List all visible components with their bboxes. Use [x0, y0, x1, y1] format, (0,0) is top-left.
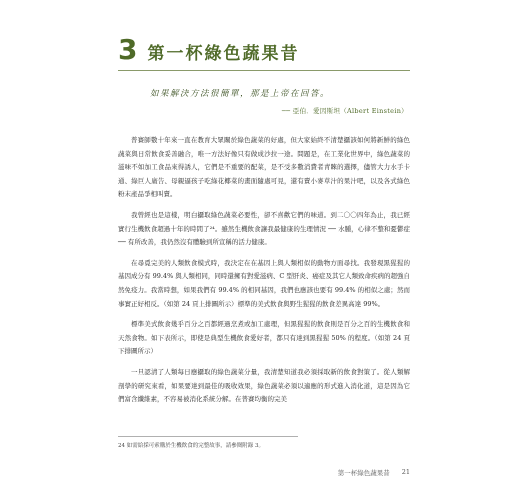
- epigraph-credit: ── 亞伯．愛因斯坦（Albert Einstein）: [281, 107, 408, 115]
- paragraph: 標準美式飲食幾乎百分之百都經過烹煮或加工處理，但黑猩猩的飲食則是百分之百的生機飲食和天然食物。如下表所示，即使是典型生機飲食愛好者，都只有達到黑猩猩 50% 的程度。（如第 24 頁下排圖所示）: [118, 320, 410, 356]
- chapter-title: 第一杯綠色蔬果昔: [147, 44, 300, 64]
- paragraph: 普賽師數十年來一直在教育大眾關於綠色蔬菜的好處，但大家始終不清楚攝該如何將新鮮的綠色蔬菜與日常飲食妥善融合，唯一方法好像只有做成沙拉一途。問題是，在工業化世界中，綠色蔬菜的滋味不如加工食品來得誘人，它們是不重要的配菜，是不受多數消費者青睞的選擇，儘管大力水手卡通、綠巨人廣告、母親逼孩子吃綠花椰菜的畫面隨處可見，還有賣小麥草汁的果汁吧，以及各式綠色粉末產品爭相叫賣。: [118, 136, 410, 199]
- paragraph: 一旦認清了人類每日應攝取的綠色蔬菜分量，我清楚知道我必須採取新的飲食對策了。從人類解剖學的研究來看，如果要達到最佳的吸收效果，綠色蔬菜必須以適應的形式進入消化道，這是因為它們富含纖維素，不容易被消化系統分解。在普賽均衡的完美: [118, 367, 410, 404]
- running-footer: [338, 468, 410, 477]
- footnote-rule: [118, 436, 298, 437]
- chapter-heading: [118, 33, 299, 66]
- page-number: 21: [401, 468, 410, 476]
- paragraph: 我曾經也是這樣，明白攝取綠色蔬菜必要性，卻不喜歡它們的味道。到二〇〇四年為止，我已經實行生機飲食超過十年的時間了²⁴。雖然生機飲食讓我最健康的生理情況 ── 水腫，心律不整和憂鬱症 ── 有所改善，我仍然沒有體驗到所宣稱的活力健康。: [118, 210, 410, 247]
- chapter-number: 3: [118, 33, 138, 66]
- footnote: 24 如需給採可索購於生機飲食的完整故事，請參閱附錄 3。: [118, 443, 264, 449]
- body-text: [118, 134, 410, 414]
- paragraph: 在尋覓完美的人類飲食模式時，我決定在在基因上與人類相似的動物方面尋找。我發現黑猩猩的基因成分有 99.4% 與人類相同，同時還擁有對愛滋病、C 型肝炎、癌症及其它人類致命疾病的超強自然免疫力。我當時想，如果我們有 99.4% 的相同基因，我們也應該也要有 99.4% 的相似之處；然而事實正好相反。（如第 24 頁上排圖所示）標準的美式飲食與野生猩猩的飲食差異高達 99%。: [118, 258, 410, 308]
- running-title: 第一杯綠色蔬果昔: [337, 469, 390, 477]
- epigraph-quote: 如果解決方法很簡單，那是上帝在回答。: [150, 89, 331, 99]
- heading-rule: [118, 70, 410, 71]
